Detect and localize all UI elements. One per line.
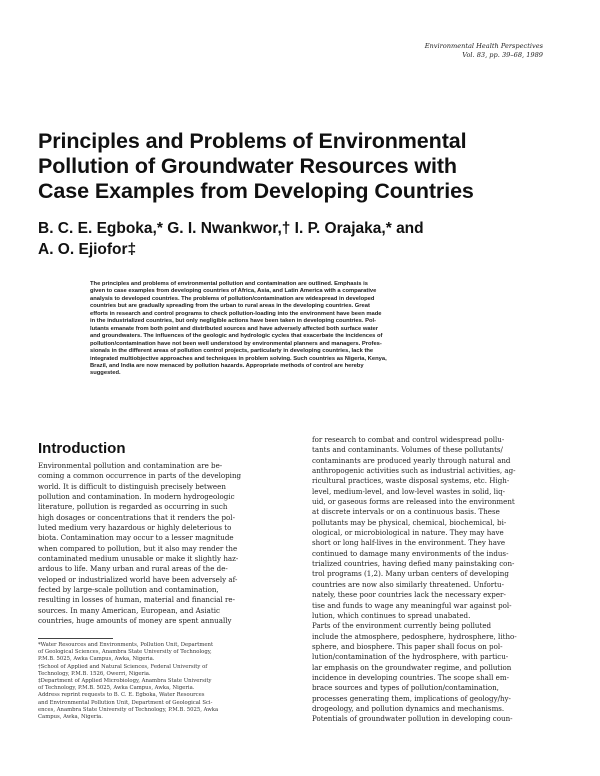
body-text-line: lar emphasis on the groundwater regime, and pollution [312, 662, 512, 672]
title-line: Pollution of Groundwater Resources with [38, 154, 457, 178]
title-line: Principles and Problems of Environmental [38, 129, 467, 153]
journal-volume: Vol. 83, pp. 39–68, 1989 [462, 51, 543, 59]
footnote-line: of Technology, P.M.B. 5025, Awka Campus, Awka, Nigeria. [38, 685, 195, 692]
footnotes [38, 642, 300, 721]
footnote-line: Campus, Awka, Nigeria. [38, 714, 103, 721]
body-text-line: ological, or microbiological in nature. They may have [312, 528, 504, 538]
body-text-line: lution, which continues to spread unabated. [312, 610, 471, 620]
abstract-line: efforts in research and control programs to check pollution-loading into the environment have been made [90, 310, 382, 317]
body-column-right [312, 435, 574, 725]
abstract-line: The principles and problems of environmental pollution and contamination are outlined. Emphasis is [90, 281, 368, 287]
body-text-line: Parts of the environment currently being polluted [312, 621, 492, 631]
footnote-line: †School of Applied and Natural Sciences, Federal University of [38, 663, 208, 670]
abstract-line: suggested. [90, 370, 121, 377]
body-text-line: countries are now also similarly threatened. Unfortu- [312, 579, 504, 589]
journal-name: Environmental Health Perspectives [424, 42, 543, 50]
body-text-line: veloped or industrialized world have been adversely af- [38, 574, 238, 584]
footnote-line: *Water Resources and Environments, Pollution Unit, Department [38, 642, 214, 648]
body-text-line: luted medium very hazardous or highly deleterious to [38, 523, 232, 533]
abstract-line: and groundwaters. The influences of the geologic and hydrologic cycles that exacerbate the incidences of [90, 333, 383, 340]
body-text-line: pollutants may be physical, chemical, biochemical, bi- [312, 517, 507, 527]
author-line: A. O. Ejiofor‡ [38, 241, 137, 258]
body-text-line: contaminants are produced yearly through natural and [312, 455, 511, 465]
footnote-line: ences, Anambra State University of Technology, P.M.B. 5025, Awka [38, 706, 219, 713]
body-text-line: drogeology, and pollution dynamics and mechanisms. [312, 703, 505, 713]
body-text-line: anthropogenic activities such as industrial activities, ag- [312, 466, 516, 476]
body-text-line: biota. Contamination may occur to a lesser magnitude [38, 533, 234, 543]
body-text-line: Environmental pollution and contamination are be- [38, 461, 223, 470]
paper-title [38, 129, 568, 204]
body-text-line: include the atmosphere, pedosphere, hydrosphere, litho- [312, 631, 517, 641]
abstract-line: pollution/contamination have not been well understood by environmental planners and managers. Profes- [90, 340, 382, 347]
body-text-line: coming a common occurrence in parts of the developing [38, 471, 242, 481]
abstract-line: sionals in the different areas of pollution control projects, particularly in developing countries, lack the [90, 348, 374, 355]
body-text-line: at discrete intervals or on a continuous basis. These [312, 507, 500, 517]
body-text-line: continued to damage many environments of the indus- [312, 548, 509, 558]
abstract-line: in the industrialized countries, but only negligible actions have been taken in developing countries. Pol- [90, 318, 377, 325]
body-text-line: trialized countries, having defied many painstaking con- [312, 559, 515, 569]
body-text-line: tants and contaminants. Volumes of these pollutants/ [312, 445, 503, 455]
body-text-line: resulting in losses of human, material and financial re- [38, 595, 235, 605]
footnote-line: P.M.B. 5025, Awka Campus, Awka, Nigeria. [38, 656, 155, 663]
body-text-line: trol programs (1,2). Many urban centers of developing [312, 569, 509, 579]
abstract-line: analysis to developed countries. The problems of pollution/contamination are widespread in developed [90, 295, 375, 302]
body-text-line: for research to combat and control widespread pollu- [312, 435, 505, 444]
body-text-line: pollution and contamination. In modern hydrogeologic [38, 492, 235, 502]
abstract-line: integrated multiobjective approaches and techniques in problem solving. Such countries as Nigeria, Kenya, [90, 355, 387, 362]
author-line: B. C. E. Egboka,* G. I. Nwankwor,† I. P. Orajaka,* and [38, 220, 424, 237]
body-column-left [38, 461, 298, 627]
body-text-line: ardous to life. Many urban and rural areas of the de- [38, 564, 228, 574]
body-text-line: literature, pollution is regarded as occurring in such [38, 502, 228, 512]
body-text-line: sources. In many American, European, and Asiatic [38, 605, 220, 615]
footnote-divider [38, 638, 113, 639]
body-text-line: nately, these poor countries lack the necessary exper- [312, 590, 506, 600]
body-text-line: incidence in developing countries. The scope shall em- [312, 672, 509, 682]
body-text-line: Potentials of groundwater pollution in developing coun- [312, 714, 513, 724]
footnote-line: ‡Department of Applied Microbiology, Anambra State University [38, 678, 212, 685]
abstract-line: given to case examples from developing countries of Africa, Asia, and Latin America with a comparative [90, 288, 377, 295]
body-text-line: level, medium-level, and low-level wastes in solid, liq- [312, 486, 506, 496]
body-text-line: sphere, and biosphere. This paper shall focus on pol- [312, 641, 503, 651]
body-text-line: processes generating them, implications of geology/hy- [312, 693, 511, 703]
body-text-line: fected by large-scale pollution and contamination, [38, 585, 219, 595]
footnote-line: and Environmental Pollution Unit, Department of Geological Sci- [38, 699, 213, 706]
body-text-line: lution/contamination of the hydrosphere, with particu- [312, 652, 509, 662]
body-text-line: countries, huge amounts of money are spent annually [38, 616, 232, 626]
footnote-line: Address reprint requests to B. C. E. Egboka, Water Resources [38, 692, 205, 699]
body-text-line: ricultural practices, waste disposal systems, etc. High- [312, 476, 510, 486]
footnote-line: Technology, P.M.B. 1526, Owerri, Nigeria. [38, 670, 151, 677]
abstract-line: lutants emanate from both point and distributed sources and have adversely affected both surface water [90, 325, 378, 332]
author-list [38, 218, 578, 260]
body-text-line: when compared to pollution, but it also may render the [38, 543, 238, 553]
abstract-line: Brazil, and India are now menaced by pollution hazards. Appropriate methods of control are hereby [90, 362, 364, 369]
body-text-line: contaminated medium unusable or make it slightly haz- [38, 554, 239, 564]
title-line: Case Examples from Developing Countries [38, 179, 474, 203]
journal-citation [343, 42, 543, 60]
body-text-line: short or long half-lives in the environment. They have [312, 538, 506, 548]
body-text-line: uid, or gaseous forms are released into the environment [312, 497, 515, 507]
body-text-line: tise and funds to wage any meaningful war against pol- [312, 600, 512, 610]
section-heading: Introduction [38, 440, 126, 457]
abstract-line: countries but are gradually spreading from the urban to rural areas in the developing countries. Great [90, 303, 370, 310]
body-text-line: brace sources and types of pollution/contamination, [312, 683, 499, 693]
footnote-line: of Geological Sciences, Anambra State University of Technology, [38, 649, 212, 656]
body-text-line: high dosages or concentrations that it renders the pol- [38, 512, 235, 522]
body-text-line: world. It is difficult to distinguish precisely between [38, 481, 226, 491]
abstract [90, 281, 508, 378]
